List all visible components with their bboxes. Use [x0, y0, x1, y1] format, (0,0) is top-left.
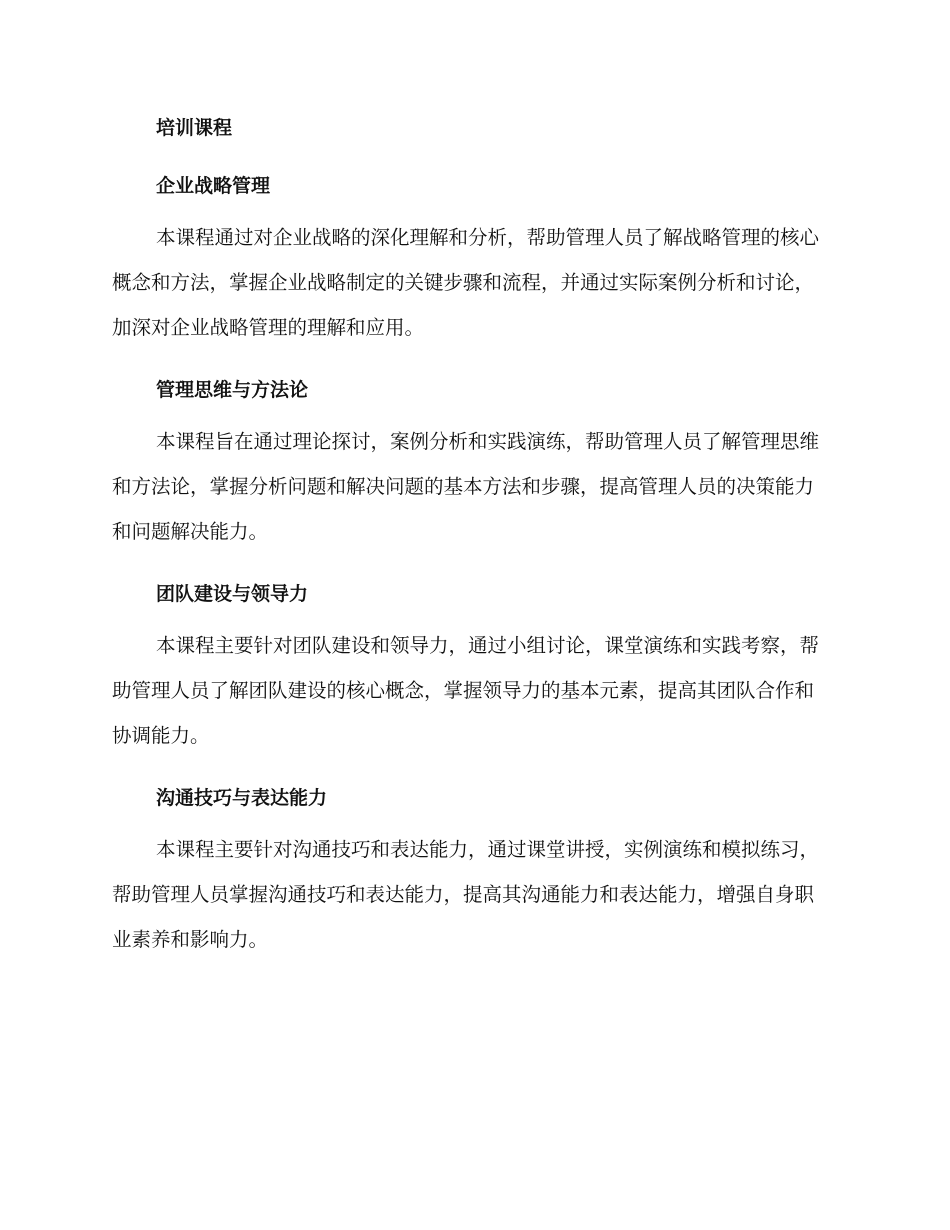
course-section-strategy: [112, 168, 832, 350]
course-section-thinking: [112, 372, 832, 554]
section-paragraph: 本课程通过对企业战略的深化理解和分析，帮助管理人员了解战略管理的核心概念和方法，掌握企业战略制定的关键步骤和流程，并通过实际案例分析和讨论，加深对企业战略管理的理解和应用。: [112, 226, 820, 339]
section-paragraph: 本课程主要针对沟通技巧和表达能力，通过课堂讲授，实例演练和模拟练习，帮助管理人员掌握沟通技巧和表达能力，提高其沟通能力和表达能力，增强自身职业素养和影响力。: [112, 838, 820, 951]
section-heading: 团队建设与领导力: [156, 583, 309, 605]
section-paragraph: 本课程旨在通过理论探讨，案例分析和实践演练，帮助管理人员了解管理思维和方法论，掌握分析问题和解决问题的基本方法和步骤，提高管理人员的决策能力和问题解决能力。: [112, 430, 820, 543]
section-paragraph: 本课程主要针对团队建设和领导力，通过小组讨论，课堂演练和实践考察，帮助管理人员了解团队建设的核心概念，掌握领导力的基本元素，提高其团队合作和协调能力。: [112, 634, 820, 747]
section-heading: 沟通技巧与表达能力: [156, 787, 328, 809]
section-heading: 企业战略管理: [156, 175, 271, 197]
course-section-communication: [112, 780, 832, 962]
course-section-team: [112, 576, 832, 758]
section-heading: 管理思维与方法论: [156, 379, 309, 401]
document-title: 培训课程: [156, 117, 233, 139]
document-page: [112, 110, 832, 962]
